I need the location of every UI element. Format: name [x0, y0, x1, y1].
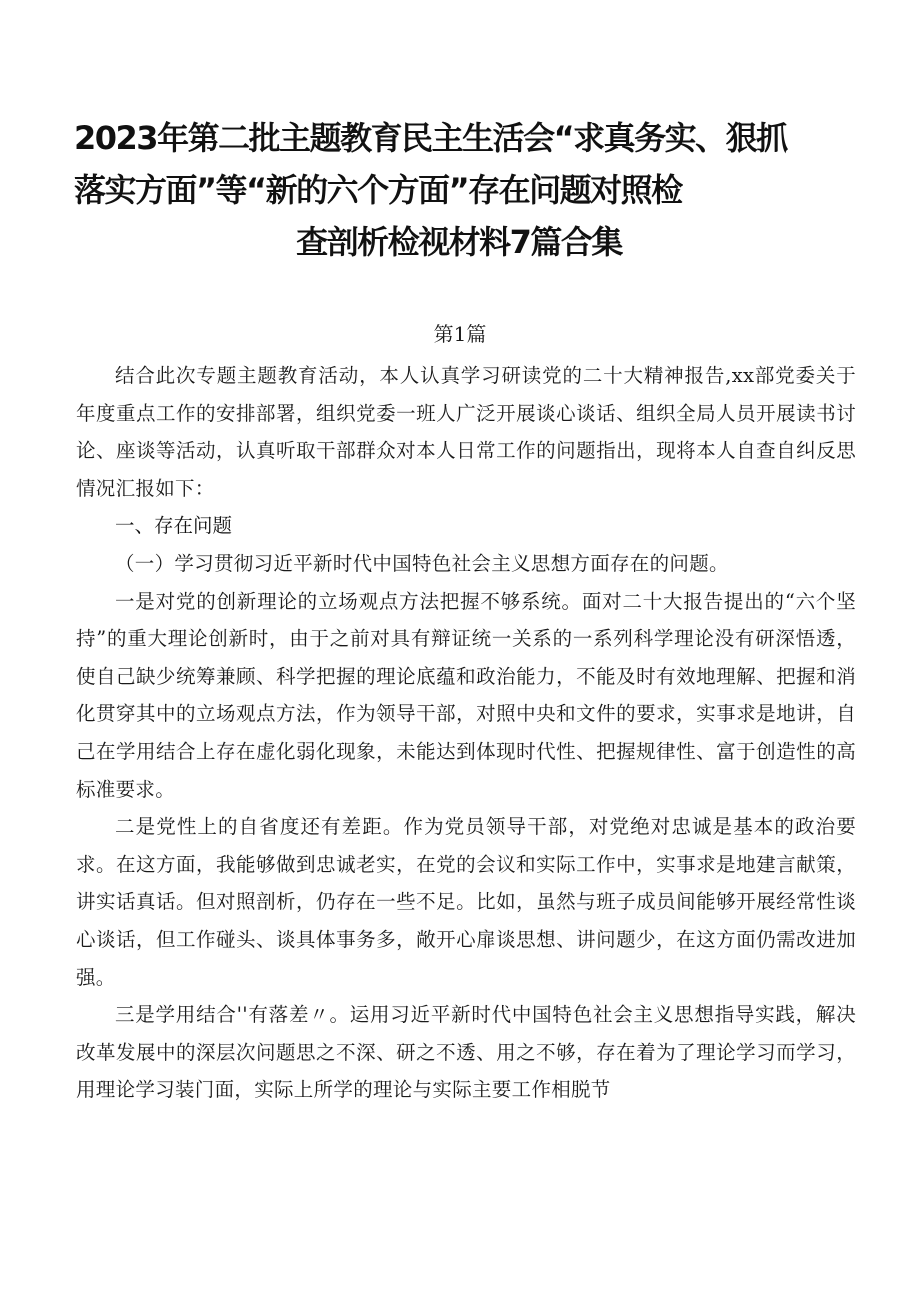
point-paragraph-1: 一是对党的创新理论的立场观点方法把握不够系统。面对二十大报告提出的“六个坚持”的重大理论创新时，由于之前对具有辩证统一关系的一系列科学理论没有研深悟透，使自己缺少统筹兼顾、科学把握的理论底蕴和政治能力，不能及时有效地理解、把握和消化贯穿其中的立场观点方法，作为领导干部，对照中央和文件的要求，实事求是地讲，自己在学用结合上存在虚化弱化现象，未能达到体现时代性、把握规律性、富于创造性的高标准要求。: [76, 589, 856, 801]
document-body: [76, 357, 856, 1109]
article-heading: 第1篇: [433, 322, 487, 346]
point-paragraph-3: 三是学用结合''有落差〃。运用习近平新时代中国特色社会主义思想指导实践，解决改革发展中的深层次问题思之不深、研之不透、用之不够，存在着为了理论学习而学习，用理论学习装门面，实际上所学的理论与实际主要工作相脱节: [76, 1003, 856, 1102]
section-heading: 一、存在问题: [115, 514, 233, 538]
point-paragraph-2: 二是党性上的自省度还有差距。作为党员领导干部，对党绝对忠诚是基本的政治要求。在这方面，我能够做到忠诚老实，在党的会议和实际工作中，实事求是地建言献策，讲实话真话。但对照剖析，仍存在一些不足。比如，虽然与班子成员间能够开展经常性谈心谈话，但工作碰头、谈具体事务多，敞开心扉谈思想、讲问题少，在这方面仍需改进加强。: [76, 815, 856, 989]
title-line-3: 查剖析检视材料7篇合集: [296, 223, 622, 261]
title-line-1: 2023年第二批主题教育民主生活会“求真务实、狠抓: [74, 119, 787, 157]
intro-paragraph: 结合此次专题主题教育活动，本人认真学习研读党的二十大精神报告,xx部党委关于年度重点工作的安排部署，组织党委一班人广泛开展谈心谈话、组织全局人员开展读书讨论、座谈等活动，认真听取干部群众对本人日常工作的问题指出，现将本人自查自纠反思情况汇报如下：: [76, 364, 856, 500]
document-title: [74, 112, 854, 268]
subsection-heading: （一）学习贯彻习近平新时代中国特色社会主义思想方面存在的问题。: [115, 551, 729, 575]
title-line-2: 落实方面”等“新的六个方面”存在问题对照检: [74, 171, 682, 209]
